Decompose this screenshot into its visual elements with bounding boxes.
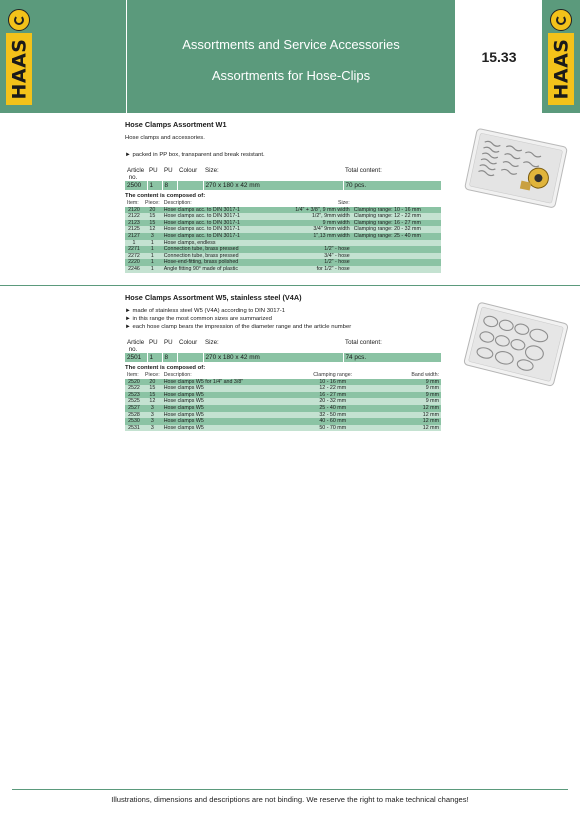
logo-text: HAAS bbox=[550, 38, 572, 99]
clamping-range: Clamping range: 25 - 40 mm bbox=[352, 233, 441, 240]
band-width: 12 mm bbox=[364, 425, 441, 432]
item-number: 2125 bbox=[125, 226, 143, 233]
band-width: 9 mm bbox=[364, 392, 441, 399]
col-pu: PU bbox=[164, 339, 173, 346]
piece-count: 3 bbox=[143, 233, 162, 240]
haas-logo bbox=[548, 7, 574, 107]
table-row bbox=[125, 213, 441, 220]
item-size: 1/2" - hose bbox=[278, 246, 352, 253]
piece-count: 20 bbox=[143, 379, 162, 386]
section-description: Hose clamps and accessories. bbox=[125, 135, 205, 141]
piece-count: 12 bbox=[143, 226, 162, 233]
piece-count: 15 bbox=[143, 385, 162, 392]
product-image-w5 bbox=[462, 298, 569, 390]
table-row bbox=[125, 240, 441, 247]
item-description: Hose clamps W5 bbox=[162, 405, 302, 412]
col-size: Size: bbox=[205, 167, 219, 174]
article-table bbox=[125, 167, 441, 190]
item-size: 1/4" + 3/8", 9 mm width bbox=[278, 207, 352, 214]
section-title: Hose Clamps Assortment W5, stainless steel (V4A) bbox=[125, 293, 302, 302]
table-row bbox=[125, 385, 441, 392]
col-item: Item: bbox=[125, 200, 143, 207]
table-row bbox=[125, 425, 441, 432]
article-pu: 8 bbox=[162, 181, 177, 190]
article-total: 70 pcs. bbox=[343, 181, 441, 190]
item-size: 9 mm width bbox=[278, 220, 352, 227]
haas-logo bbox=[6, 7, 32, 107]
piece-count: 12 bbox=[143, 398, 162, 405]
item-number: 2527 bbox=[125, 405, 143, 412]
clamping-range bbox=[352, 246, 441, 253]
clamping-range bbox=[352, 259, 441, 266]
band-width: 9 mm bbox=[364, 385, 441, 392]
item-number: 2523 bbox=[125, 392, 143, 399]
item-number: 2531 bbox=[125, 425, 143, 432]
article-pu: 1 bbox=[147, 353, 162, 362]
clamping-range: 20 - 32 mm bbox=[302, 398, 364, 405]
item-description: Hose clamps, endless bbox=[162, 240, 278, 247]
article-no: 2501 bbox=[125, 353, 147, 362]
col-piece: Piece: bbox=[145, 372, 160, 378]
item-description: Connection tube, brass pressed bbox=[162, 246, 278, 253]
item-description: Hose clamps W5 bbox=[162, 418, 302, 425]
logo-text: HAAS bbox=[8, 38, 30, 99]
col-description: Description: bbox=[162, 372, 302, 379]
clamping-range: Clamping range: 16 - 27 mm bbox=[352, 220, 441, 227]
clamping-range: 16 - 27 mm bbox=[302, 392, 364, 399]
header-spacer bbox=[38, 0, 126, 113]
clamping-range: Clamping range: 20 - 32 mm bbox=[352, 226, 441, 233]
item-number: 2522 bbox=[125, 385, 143, 392]
col-pu: PU bbox=[164, 167, 173, 174]
item-description: Hose clamps W5 for 1/4" and 3/8" bbox=[162, 379, 302, 386]
bullet-item: ► in this range the most common sizes are summarized bbox=[125, 316, 272, 322]
section-title: Hose Clamps Assortment W1 bbox=[125, 120, 227, 129]
table-row bbox=[125, 266, 441, 273]
item-description: Hose clamps W5 bbox=[162, 425, 302, 432]
item-number: 2525 bbox=[125, 398, 143, 405]
col-size: Size: bbox=[205, 339, 219, 346]
col-band-width: Band width: bbox=[364, 372, 441, 379]
item-description: Hose clamps W5 bbox=[162, 385, 302, 392]
item-size: 1/2" - hose bbox=[278, 259, 352, 266]
clamping-range bbox=[352, 266, 441, 273]
item-description: Hose clamps W5 bbox=[162, 398, 302, 405]
page-number: 15.33 bbox=[456, 0, 542, 113]
clamping-range: 10 - 16 mm bbox=[302, 379, 364, 386]
item-description: Hose clamps W5 bbox=[162, 392, 302, 399]
item-number: 2272 bbox=[125, 253, 143, 260]
item-description: Connection tube, brass pressed bbox=[162, 253, 278, 260]
col-colour: Colour bbox=[179, 339, 198, 346]
table-row bbox=[125, 253, 441, 260]
item-number: 2271 bbox=[125, 246, 143, 253]
page-title: Assortments and Service Accessories bbox=[182, 36, 400, 52]
item-number: 2528 bbox=[125, 412, 143, 419]
item-description: Hose clamps acc. to DIN 3017-1 bbox=[162, 233, 278, 240]
bullet-item: ► packed in PP box, transparent and break resistant. bbox=[125, 152, 265, 158]
piece-count: 1 bbox=[143, 240, 162, 247]
col-piece: Piece: bbox=[145, 200, 160, 206]
piece-count: 15 bbox=[143, 220, 162, 227]
article-size: 270 x 180 x 42 mm bbox=[203, 181, 343, 190]
piece-count: 1 bbox=[143, 253, 162, 260]
band-width: 12 mm bbox=[364, 412, 441, 419]
band-width: 9 mm bbox=[364, 379, 441, 386]
table-row bbox=[125, 220, 441, 227]
item-number: 2120 bbox=[125, 207, 143, 214]
table-row bbox=[125, 259, 441, 266]
piece-count: 3 bbox=[143, 405, 162, 412]
item-number: 2127 bbox=[125, 233, 143, 240]
item-number: 2122 bbox=[125, 213, 143, 220]
table-row bbox=[125, 418, 441, 425]
haas-emblem-icon bbox=[8, 9, 30, 31]
piece-count: 3 bbox=[143, 425, 162, 432]
content-header-row bbox=[125, 200, 441, 207]
col-pu: PU bbox=[149, 339, 158, 346]
article-colour bbox=[177, 181, 203, 190]
clamping-range bbox=[352, 253, 441, 260]
item-description: Hose clamps acc. to DIN 3017-1 bbox=[162, 226, 278, 233]
item-number: 2530 bbox=[125, 418, 143, 425]
col-article: Article bbox=[127, 339, 145, 346]
col-article: Article bbox=[127, 167, 145, 174]
band-width: 12 mm bbox=[364, 418, 441, 425]
page-header bbox=[0, 0, 580, 113]
col-clamping-range: Clamping range: bbox=[302, 372, 364, 379]
item-description: Hose-end-fitting, brass polished bbox=[162, 259, 278, 266]
col-pu: PU bbox=[149, 167, 158, 174]
haas-emblem-icon bbox=[550, 9, 572, 31]
item-number: 2123 bbox=[125, 220, 143, 227]
header-title-block bbox=[126, 0, 456, 113]
article-colour bbox=[177, 353, 203, 362]
article-row bbox=[125, 181, 441, 190]
table-row bbox=[125, 405, 441, 412]
page-subtitle: Assortments for Hose-Clips bbox=[211, 67, 371, 83]
item-number: 2220 bbox=[125, 259, 143, 266]
table-row bbox=[125, 398, 441, 405]
product-image-w1 bbox=[462, 123, 569, 213]
article-pu: 8 bbox=[162, 353, 177, 362]
article-no: 2500 bbox=[125, 181, 147, 190]
table-row bbox=[125, 246, 441, 253]
band-width: 9 mm bbox=[364, 398, 441, 405]
content-table bbox=[125, 200, 441, 273]
item-size: 3/4" - hose bbox=[278, 253, 352, 260]
table-row bbox=[125, 233, 441, 240]
clamping-range: 50 - 70 mm bbox=[302, 425, 364, 432]
content-title: The content is composed of: bbox=[125, 193, 206, 199]
col-item: Item: bbox=[125, 372, 143, 379]
col-no: no. bbox=[128, 174, 138, 181]
band-width: 12 mm bbox=[364, 405, 441, 412]
footer-disclaimer: Illustrations, dimensions and descriptions are not binding. We reserve the right to make technical changes! bbox=[111, 795, 469, 804]
logo-right bbox=[542, 0, 580, 113]
logo-left bbox=[0, 0, 38, 113]
footer-divider bbox=[12, 789, 568, 790]
item-description: Hose clamps acc. to DIN 3017-1 bbox=[162, 213, 278, 220]
item-description: Angle fitting 90° made of plastic bbox=[162, 266, 278, 273]
article-header-row bbox=[125, 167, 441, 181]
col-description: Description: bbox=[162, 200, 278, 207]
table-row bbox=[125, 207, 441, 214]
table-row bbox=[125, 379, 441, 386]
item-size: 1",13 mm width bbox=[278, 233, 352, 240]
piece-count: 15 bbox=[143, 392, 162, 399]
piece-count: 1 bbox=[143, 266, 162, 273]
table-row bbox=[125, 226, 441, 233]
piece-count: 3 bbox=[143, 412, 162, 419]
article-header-row bbox=[125, 339, 441, 353]
item-description: Hose clamps acc. to DIN 3017-1 bbox=[162, 220, 278, 227]
section-divider bbox=[0, 285, 580, 286]
clamping-range: 25 - 40 mm bbox=[302, 405, 364, 412]
clamping-range: 12 - 22 mm bbox=[302, 385, 364, 392]
piece-count: 1 bbox=[143, 246, 162, 253]
article-row bbox=[125, 353, 441, 362]
article-pu: 1 bbox=[147, 181, 162, 190]
table-row bbox=[125, 392, 441, 399]
content-table bbox=[125, 372, 441, 431]
clamping-range bbox=[352, 240, 441, 247]
piece-count: 3 bbox=[143, 418, 162, 425]
item-size: for 1/2" - hose bbox=[278, 266, 352, 273]
item-size: 1/2", 9mm width bbox=[278, 213, 352, 220]
piece-count: 1 bbox=[143, 259, 162, 266]
item-description: Hose clamps W5 bbox=[162, 412, 302, 419]
content-header-row bbox=[125, 372, 441, 379]
col-total: Total content: bbox=[345, 339, 382, 346]
col-no: no. bbox=[128, 346, 138, 353]
content-title: The content is composed of: bbox=[125, 365, 206, 371]
article-total: 74 pcs. bbox=[343, 353, 441, 362]
bullet-item: ► each hose clamp bears the impression of the diameter range and the article number bbox=[125, 324, 352, 330]
col-size: Size: bbox=[278, 200, 352, 207]
col-total: Total content: bbox=[345, 167, 382, 174]
article-size: 270 x 180 x 42 mm bbox=[203, 353, 343, 362]
item-size: 3/4" 9mm width bbox=[278, 226, 352, 233]
table-row bbox=[125, 412, 441, 419]
piece-count: 15 bbox=[143, 213, 162, 220]
item-description: Hose clamps acc. to DIN 3017-1 bbox=[162, 207, 278, 214]
piece-count: 20 bbox=[143, 207, 162, 214]
clamping-range: 32 - 50 mm bbox=[302, 412, 364, 419]
item-number: 2246 bbox=[125, 266, 143, 273]
item-number: 2520 bbox=[125, 379, 143, 386]
clamping-range: Clamping range: 10 - 16 mm bbox=[352, 207, 441, 214]
bullet-item: ► made of stainless steel W5 (V4A) according to DIN 3017-1 bbox=[125, 308, 286, 314]
item-number: 1 bbox=[125, 240, 143, 247]
col-colour: Colour bbox=[179, 167, 198, 174]
article-table bbox=[125, 339, 441, 362]
item-size bbox=[278, 240, 352, 247]
clamping-range: Clamping range: 12 - 22 mm bbox=[352, 213, 441, 220]
clamping-range: 40 - 60 mm bbox=[302, 418, 364, 425]
col-range bbox=[352, 200, 441, 207]
